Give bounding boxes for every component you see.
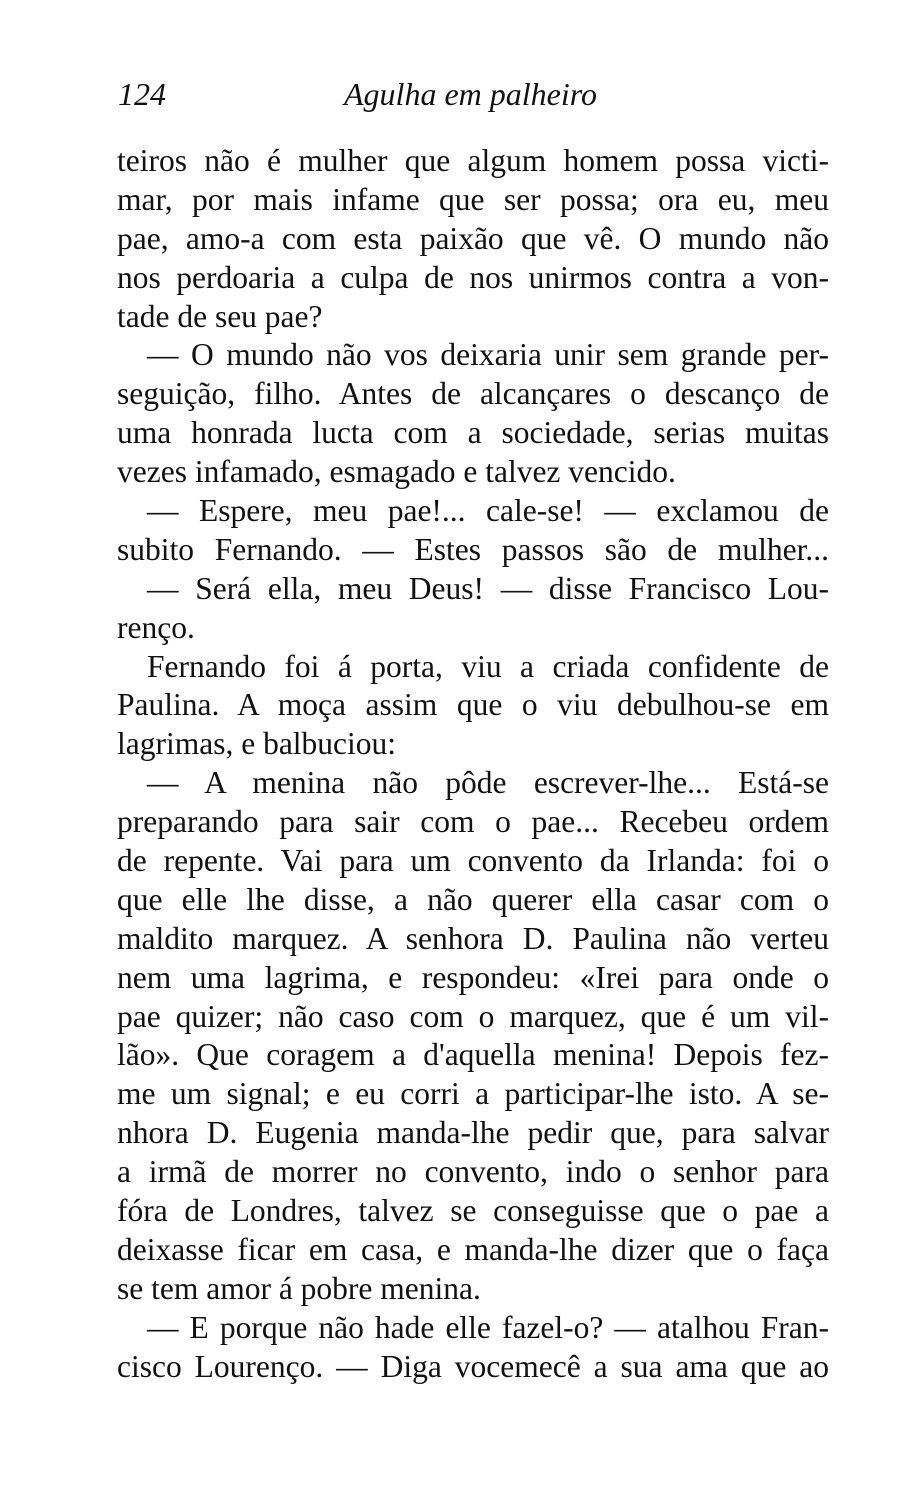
text-line: pae quizer; não caso com o marquez, que é um vil- (117, 998, 829, 1034)
text-line: mar, por mais infame que ser possa; ora eu, meu (117, 181, 829, 217)
text-line: seguição, filho. Antes de alcançares o descanço de (117, 376, 829, 412)
text-line: — A menina não pôde escrever-lhe... Está-se (147, 765, 829, 801)
text-line: nem uma lagrima, e respondeu: «Irei para onde o (117, 959, 829, 995)
text-line: nos perdoaria a culpa de nos unirmos contra a von- (117, 259, 829, 295)
text-line: — Espere, meu pae!... cale-se! — exclamou de (147, 493, 829, 529)
text-line: nhora D. Eugenia manda-lhe pedir que, para salvar (117, 1115, 829, 1151)
text-line: — O mundo não vos deixaria unir sem grande per- (147, 337, 829, 373)
text-line: preparando para sair com o pae... Recebeu ordem (117, 804, 829, 840)
text-line: se tem amor á pobre menina. (117, 1270, 481, 1306)
page-header (0, 72, 900, 122)
text-line: me um signal; e eu corri a participar-lhe isto. A se- (117, 1076, 829, 1112)
running-title: Agulha em palheiro (344, 76, 597, 112)
text-line: cisco Lourenço. — Diga vocemecê a sua ama que ao (117, 1348, 829, 1384)
text-line: — Será ella, meu Deus! — disse Francisco Lou- (147, 570, 829, 606)
text-line: teiros não é mulher que algum homem possa victi- (117, 143, 829, 178)
text-line: subito Fernando. — Estes passos são de mulher... (117, 531, 829, 567)
text-line: — E porque não hade elle fazel-o? — atalhou Fran- (147, 1309, 829, 1345)
text-line: Fernando foi á porta, viu a criada confidente de (147, 648, 829, 684)
text-line: Paulina. A moça assim que o viu debulhou-se em (117, 687, 829, 723)
text-line: lão». Que coragem a d'aquella menina! Depois fez- (117, 1037, 829, 1073)
text-line: pae, amo-a com esta paixão que vê. O mundo não (117, 220, 829, 256)
text-line: maldito marquez. A senhora D. Paulina não verteu (117, 920, 829, 956)
text-line: lagrimas, e balbuciou: (117, 726, 397, 762)
text-line: vezes infamado, esmagado e talvez vencido. (117, 454, 676, 490)
text-line: de repente. Vai para um convento da Irlanda: foi o (117, 843, 829, 879)
text-line: a irmã de morrer no convento, indo o senhor para (117, 1154, 829, 1190)
body-text (117, 142, 829, 1387)
text-line: tade de seu pae? (117, 298, 323, 334)
text-line: que elle lhe disse, a não querer ella casar com o (117, 881, 829, 917)
page-number: 124 (118, 76, 166, 112)
text-line: fóra de Londres, talvez se conseguisse que o pae a (117, 1193, 829, 1229)
text-line: renço. (117, 609, 195, 645)
text-line: deixasse ficar em casa, e manda-lhe dizer que o faça (117, 1231, 829, 1267)
text-line: uma honrada lucta com a sociedade, serias muitas (117, 415, 829, 451)
